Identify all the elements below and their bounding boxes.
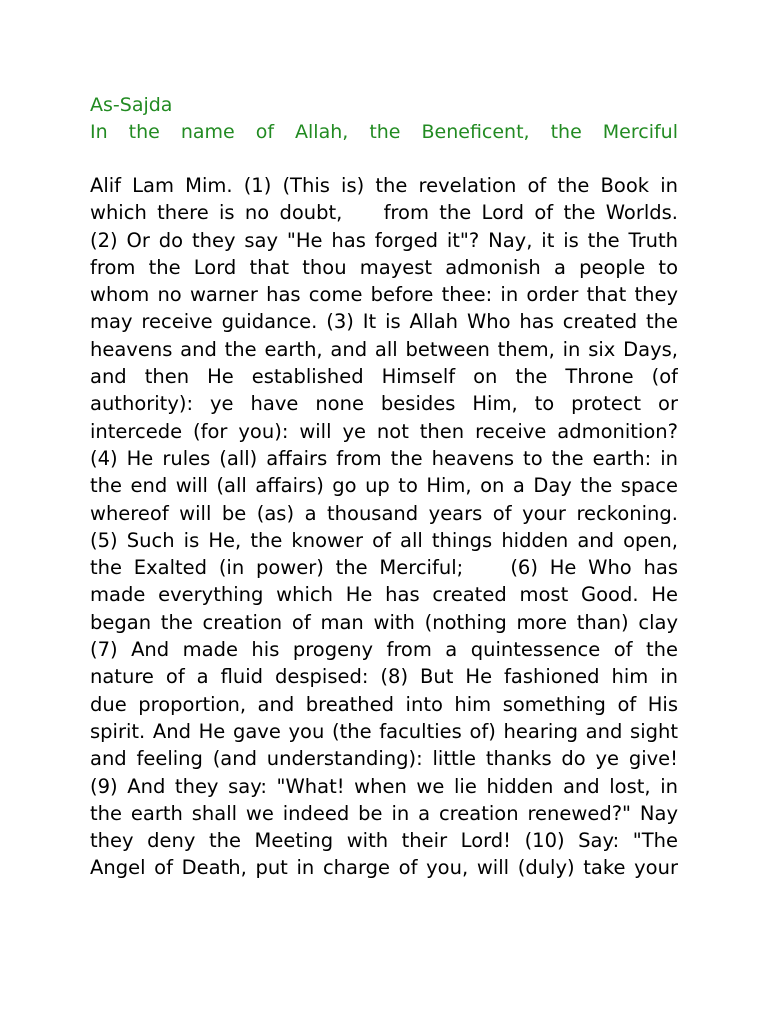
text-line: authority): ye have none besides Him, to protect or: [90, 392, 678, 416]
text-line: whereof will be (as) a thousand years of your reckoning.: [90, 501, 678, 525]
text-line: heavens and the earth, and all between them, in six Days,: [90, 337, 678, 361]
document-header: [90, 92, 678, 146]
text-line: from the Lord that thou mayest admonish a people to: [90, 255, 678, 279]
surah-title: As-Sajda: [90, 94, 173, 116]
text-line: intercede (for you): will ye not then receive admonition?: [90, 419, 678, 443]
invocation-line: In the name of Allah, the Beneficent, the Merciful: [90, 121, 678, 143]
text-line: (9) And they say: "What! when we lie hidden and lost, in: [90, 774, 678, 798]
text-line: and then He established Himself on the Throne (of: [90, 365, 678, 389]
text-line: (5) Such is He, the knower of all things hidden and open,: [90, 528, 678, 552]
text-line: which there is no doubt, from the Lord of the Worlds.: [90, 201, 678, 225]
text-line: (7) And made his progeny from a quintessence of the: [90, 638, 678, 662]
text-line: whom no warner has come before thee: in order that they: [90, 283, 678, 307]
text-line: nature of a fluid despised: (8) But He fashioned him in: [90, 665, 678, 689]
text-line: and feeling (and understanding): little thanks do ye give!: [90, 747, 678, 771]
text-line: began the creation of man with (nothing more than) clay: [90, 610, 678, 634]
text-line: Angel of Death, put in charge of you, will (duly) take your: [90, 856, 678, 880]
text-line: may receive guidance. (3) It is Allah Who has created the: [90, 310, 678, 334]
text-line: due proportion, and breathed into him something of His: [90, 692, 678, 716]
text-line: the Exalted (in power) the Merciful; (6) He Who has: [90, 556, 678, 580]
text-line: the earth shall we indeed be in a creation renewed?" Nay: [90, 801, 678, 825]
text-line: the end will (all affairs) go up to Him, on a Day the space: [90, 474, 678, 498]
verse-text: [90, 172, 678, 882]
text-line: spirit. And He gave you (the faculties of) hearing and sight: [90, 719, 678, 743]
text-line: they deny the Meeting with their Lord! (10) Say: "The: [90, 829, 678, 853]
text-line: (4) He rules (all) affairs from the heavens to the earth: in: [90, 446, 678, 470]
text-line: made everything which He has created most Good. He: [90, 583, 678, 607]
text-line: (2) Or do they say "He has forged it"? Nay, it is the Truth: [90, 228, 678, 252]
text-line: Alif Lam Mim. (1) (This is) the revelation of the Book in: [90, 174, 678, 197]
